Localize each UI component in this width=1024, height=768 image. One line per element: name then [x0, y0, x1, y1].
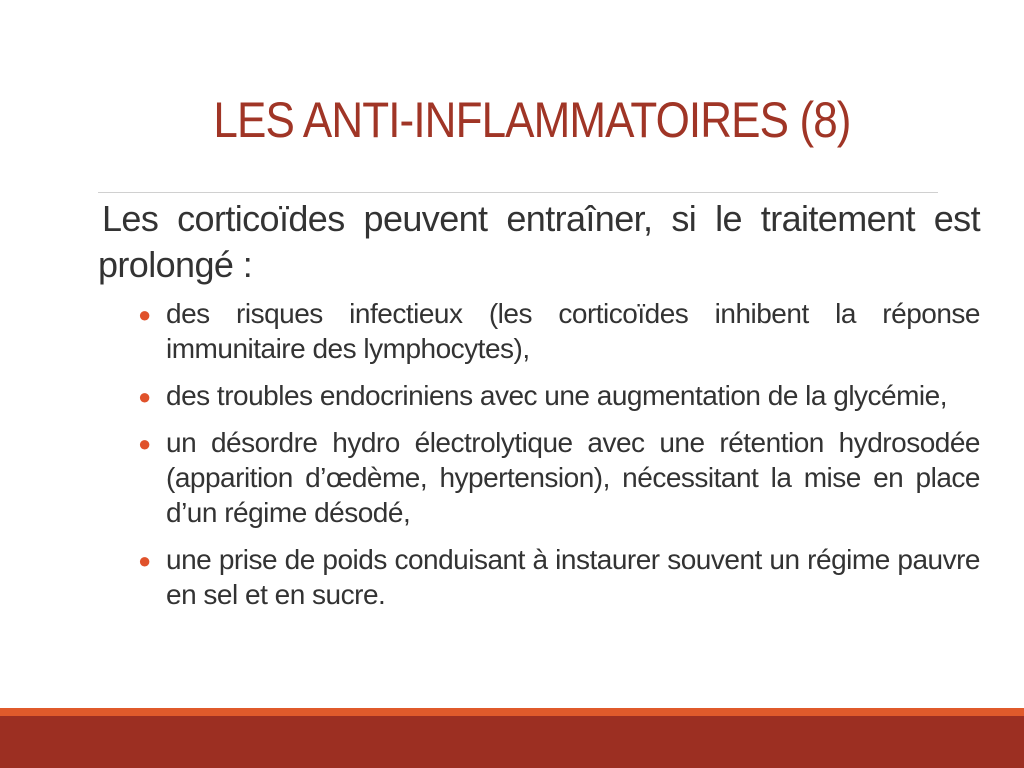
footer-band: [0, 716, 1024, 768]
bullet-list: [98, 296, 980, 612]
bullet-text: des troubles endocriniens avec une augmentation de la glycémie,: [166, 380, 948, 411]
bullet-text: des risques infectieux (les corticoïdes inhibent la réponse immunitaire des lymphocytes),: [166, 298, 980, 364]
bullet-icon: ●: [138, 431, 151, 456]
footer-accent-line: [0, 708, 1024, 716]
bullet-text: une prise de poids conduisant à instaurer souvent un régime pauvre en sel et en sucre.: [166, 544, 980, 610]
intro-text: Les corticoïdes peuvent entraîner, si le traitement est prolongé :: [98, 198, 980, 285]
slide-title: LES ANTI-INFLAMMATOIRES (8): [213, 92, 851, 148]
slide-body: [98, 196, 980, 624]
bullet-text: un désordre hydro électrolytique avec une rétention hydrosodée (apparition d’œdème, hypertension), nécessitant la mise en place d’un régime désodé,: [166, 427, 980, 528]
bullet-icon: ●: [138, 548, 151, 573]
list-item: [138, 542, 980, 612]
list-item: [138, 378, 980, 413]
list-item: [138, 296, 980, 366]
title-divider: [98, 192, 938, 193]
bullet-icon: ●: [138, 384, 151, 409]
bullet-icon: ●: [138, 302, 151, 327]
list-item: [138, 425, 980, 530]
